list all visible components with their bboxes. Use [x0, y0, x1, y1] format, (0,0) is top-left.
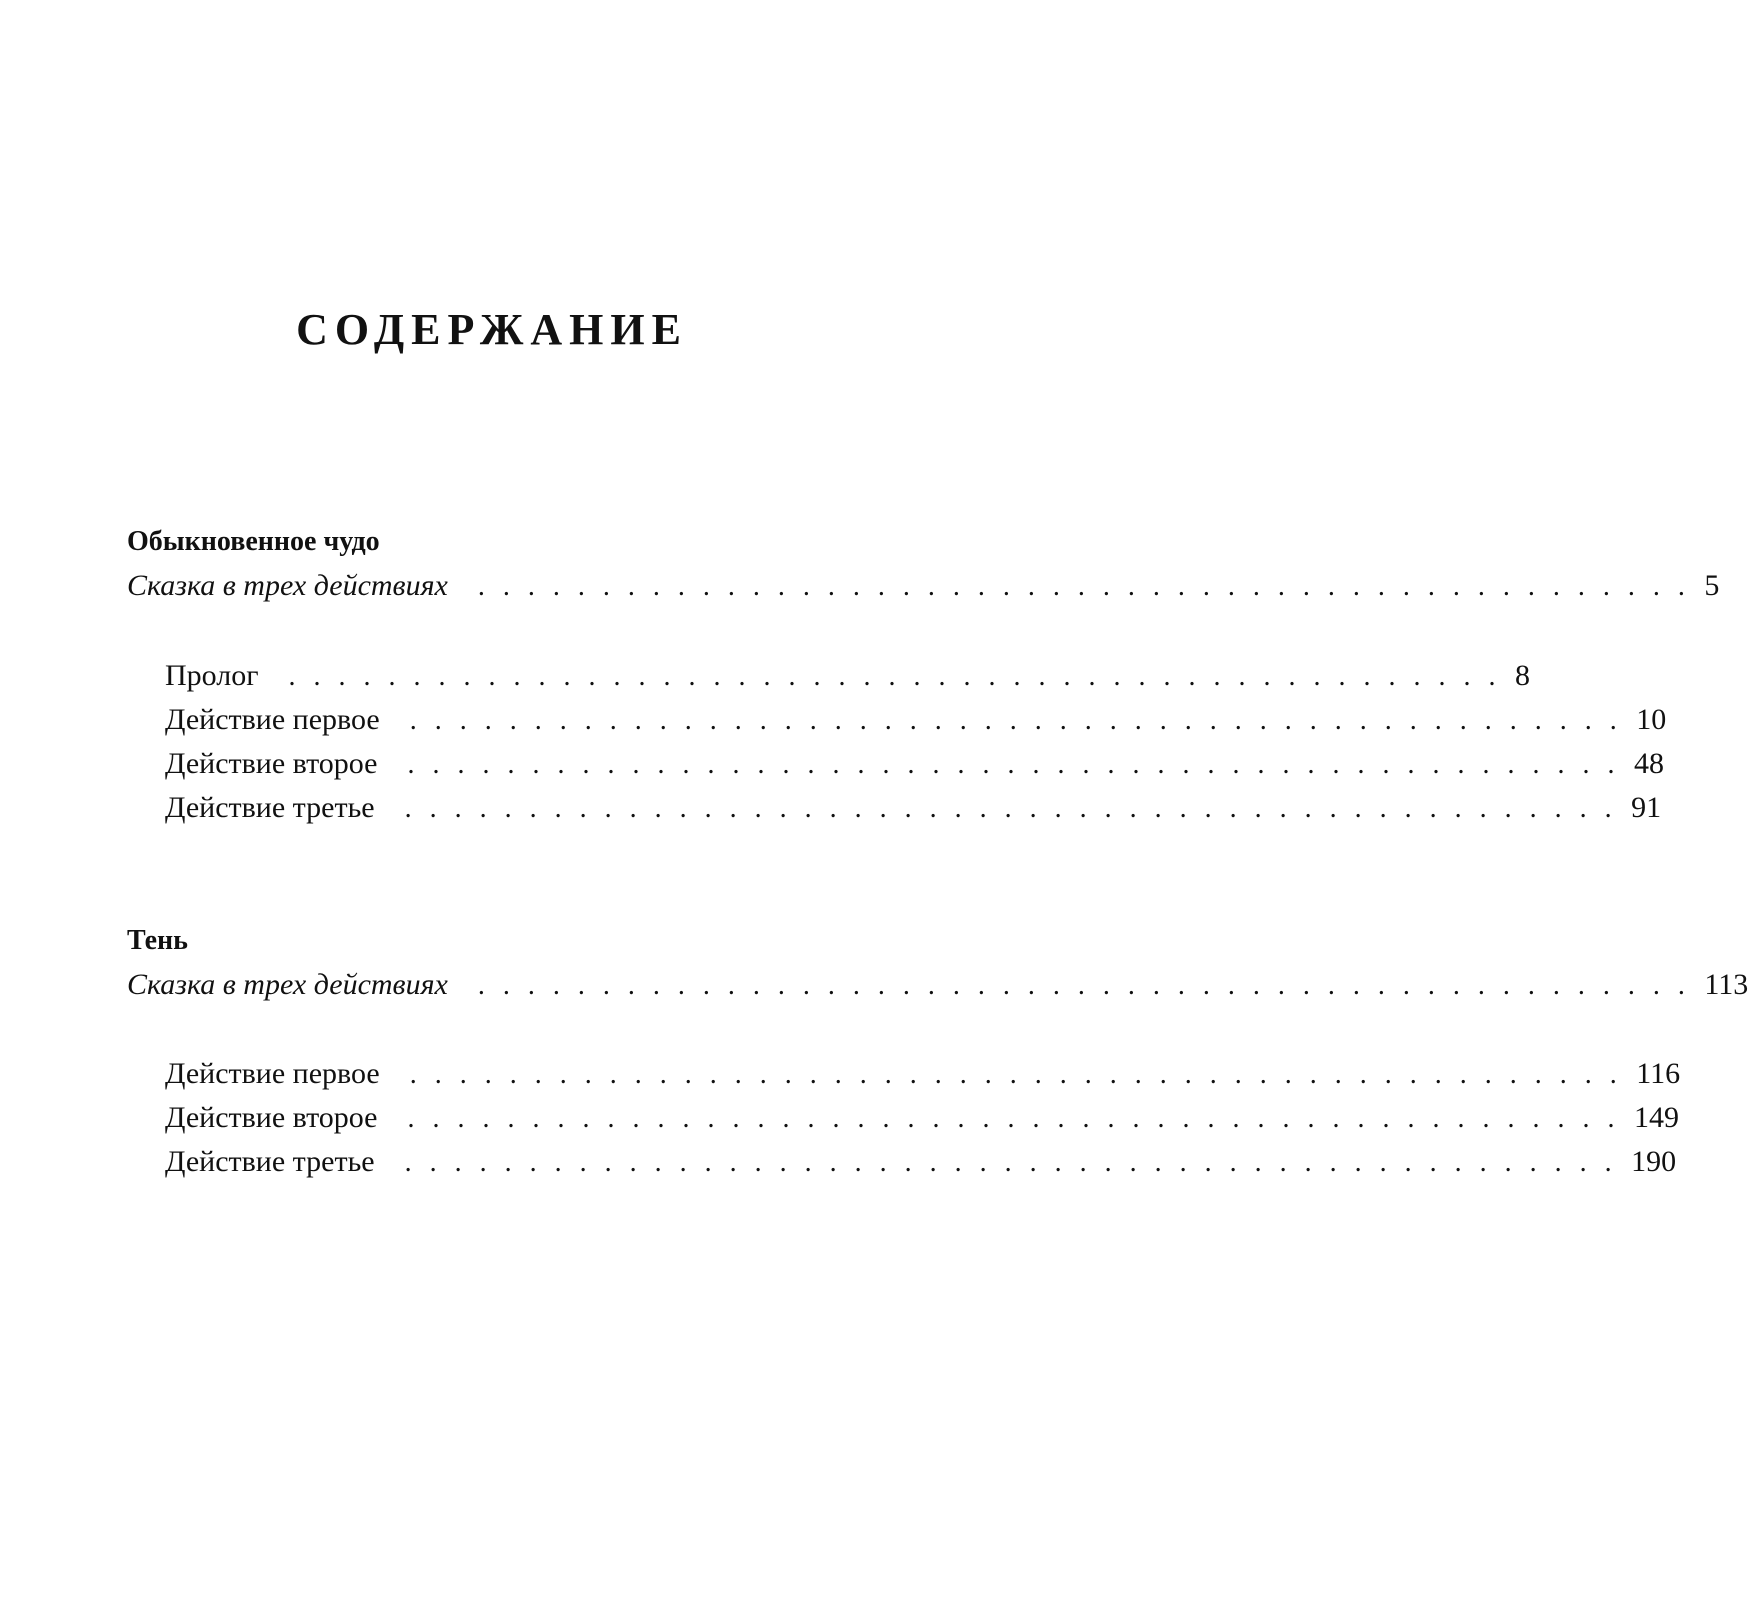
dot-leader: . . . . . . . . . . . . . . . . . . . . . . . . . . . . . . . . . . . . . . . . . . . . . . . . . — [407, 749, 1620, 780]
toc-entry-work-1-subtitle[interactable] — [127, 564, 1720, 608]
toc-entry-page-number: 113 — [1704, 968, 1748, 1001]
dot-leader: . . . . . . . . . . . . . . . . . . . . . . . . . . . . . . . . . . . . . . . . . . . . . . . . . — [409, 1059, 1623, 1090]
toc-entry-act-three[interactable] — [165, 786, 1662, 830]
toc-entry-page-number: 116 — [1636, 1057, 1681, 1090]
toc-entry-prolog[interactable] — [165, 654, 1531, 698]
dot-leader: . . . . . . . . . . . . . . . . . . . . . . . . . . . . . . . . . . . . . . . . . . . . . . . . . — [404, 793, 1618, 824]
toc-entry-page-number: 190 — [1631, 1145, 1677, 1178]
toc-entry-act-two[interactable] — [165, 742, 1664, 786]
toc-entry-page-number: 48 — [1633, 747, 1664, 780]
dot-leader: . . . . . . . . . . . . . . . . . . . . . . . . . . . . . . . . . . . . . . . . . . . . . . . . . — [407, 1103, 1620, 1134]
page-title: СОДЕРЖАНИЕ — [296, 305, 688, 354]
dot-leader: . . . . . . . . . . . . . . . . . . . . . . . . . . . . . . . . . . . . . . . . . . . . . . . . . — [477, 571, 1691, 602]
toc-entry-label: Сказка в трех действиях — [127, 569, 448, 602]
toc-entry-label: Действие второе — [165, 1101, 378, 1134]
toc-entry-page-number: 8 — [1515, 659, 1531, 692]
toc-entry-label: Пролог — [165, 659, 259, 692]
toc-entry-page-number: 91 — [1631, 791, 1662, 824]
toc-entry-label: Действие второе — [165, 747, 378, 780]
toc-entry-page-number: 10 — [1636, 703, 1667, 736]
toc-entry-label: Действие третье — [165, 1145, 375, 1178]
toc-entry-label: Действие первое — [165, 703, 380, 736]
dot-leader: . . . . . . . . . . . . . . . . . . . . . . . . . . . . . . . . . . . . . . . . . . . . . . . . . — [288, 661, 1502, 692]
toc-entry-label: Сказка в трех действиях — [127, 968, 448, 1001]
toc-entry-label: Действие третье — [165, 791, 375, 824]
toc-entry-act-one[interactable] — [165, 1052, 1681, 1096]
toc-entry-page-number: 5 — [1704, 569, 1720, 602]
toc-entry-act-three[interactable] — [165, 1140, 1677, 1184]
toc-entry-work-2-subtitle[interactable] — [127, 963, 1748, 1007]
toc-entry-page-number: 149 — [1633, 1101, 1679, 1134]
dot-leader: . . . . . . . . . . . . . . . . . . . . . . . . . . . . . . . . . . . . . . . . . . . . . . . . . — [477, 970, 1691, 1001]
work-title-ten: Тень — [127, 925, 188, 956]
dot-leader: . . . . . . . . . . . . . . . . . . . . . . . . . . . . . . . . . . . . . . . . . . . . . . . . . — [404, 1147, 1618, 1178]
dot-leader: . . . . . . . . . . . . . . . . . . . . . . . . . . . . . . . . . . . . . . . . . . . . . . . . . — [409, 705, 1623, 736]
work-title-obyknovennoe-chudo: Обыкновенное чудо — [127, 526, 380, 557]
toc-entry-act-one[interactable] — [165, 698, 1667, 742]
toc-entry-act-two[interactable] — [165, 1096, 1679, 1140]
toc-entry-label: Действие первое — [165, 1057, 380, 1090]
